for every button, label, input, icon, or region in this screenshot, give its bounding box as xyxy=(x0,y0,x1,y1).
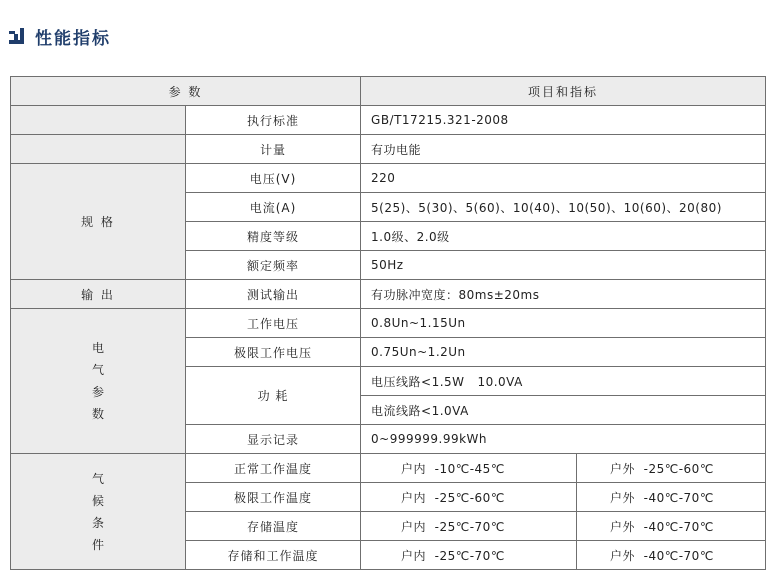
group-electrical xyxy=(11,309,186,454)
outdoor-value: 户外 -25℃-60℃ xyxy=(577,454,766,483)
table-header-row xyxy=(11,77,766,106)
indoor-value: 户内 -25℃-70℃ xyxy=(361,512,577,541)
item-label: 计量 xyxy=(186,135,361,164)
group-cell-empty xyxy=(11,106,186,135)
item-value: 0~999999.99kWh xyxy=(361,425,766,454)
table-row xyxy=(11,135,766,164)
table-row xyxy=(11,280,766,309)
item-value: 有功脉冲宽度：80ms±20ms xyxy=(361,280,766,309)
table-row xyxy=(11,164,766,193)
item-value: 电压线路<1.5W 10.0VA xyxy=(361,367,766,396)
item-value: 0.75Un~1.2Un xyxy=(361,338,766,367)
outdoor-value: 户外 -40℃-70℃ xyxy=(577,541,766,570)
group-char: 气 xyxy=(91,363,104,377)
item-value: 50Hz xyxy=(361,251,766,280)
item-label: 执行标准 xyxy=(186,106,361,135)
item-label: 电流(A) xyxy=(186,193,361,222)
table-row xyxy=(11,309,766,338)
table-row xyxy=(11,106,766,135)
page-title: 性能指标 xyxy=(35,28,111,49)
group-char: 参 xyxy=(91,385,104,399)
item-label: 显示记录 xyxy=(186,425,361,454)
section-bracket-icon xyxy=(8,26,28,46)
item-value: GB/T17215.321-2008 xyxy=(361,106,766,135)
indoor-value: 户内 -25℃-70℃ xyxy=(361,541,577,570)
item-label: 工作电压 xyxy=(186,309,361,338)
group-char: 候 xyxy=(91,493,104,508)
outdoor-value: 户外 -40℃-70℃ xyxy=(577,483,766,512)
item-label: 存储温度 xyxy=(186,512,361,541)
item-label: 电压(V) xyxy=(186,164,361,193)
item-label: 额定频率 xyxy=(186,251,361,280)
item-value: 有功电能 xyxy=(361,135,766,164)
table-row xyxy=(11,454,766,483)
item-label: 正常工作温度 xyxy=(186,454,361,483)
group-char: 条 xyxy=(91,515,104,530)
group-char: 气 xyxy=(91,471,104,486)
indoor-value: 户内 -25℃-60℃ xyxy=(361,483,577,512)
group-spec: 规 格 xyxy=(11,164,186,280)
performance-table xyxy=(10,76,766,570)
group-char: 电 xyxy=(91,341,104,355)
item-value: 5(25)、5(30)、5(60)、10(40)、10(50)、10(60)、20(80) xyxy=(361,193,766,222)
item-value: 0.8Un~1.15Un xyxy=(361,309,766,338)
outdoor-value: 户外 -40℃-70℃ xyxy=(577,512,766,541)
group-climate xyxy=(11,454,186,570)
item-label: 测试输出 xyxy=(186,280,361,309)
item-value: 电流线路<1.0VA xyxy=(361,396,766,425)
group-char: 数 xyxy=(91,407,104,421)
item-value: 220 xyxy=(361,164,766,193)
item-label: 存储和工作温度 xyxy=(186,541,361,570)
indoor-value: 户内 -10℃-45℃ xyxy=(361,454,577,483)
group-char: 件 xyxy=(91,537,104,552)
item-value: 1.0级、2.0级 xyxy=(361,222,766,251)
item-label: 精度等级 xyxy=(186,222,361,251)
item-label: 极限工作电压 xyxy=(186,338,361,367)
header-value: 项目和指标 xyxy=(361,77,766,106)
group-cell-empty xyxy=(11,135,186,164)
item-label: 功 耗 xyxy=(186,367,361,425)
header-param: 参 数 xyxy=(11,77,361,106)
group-output: 输 出 xyxy=(11,280,186,309)
item-label: 极限工作温度 xyxy=(186,483,361,512)
section-heading xyxy=(8,22,111,50)
